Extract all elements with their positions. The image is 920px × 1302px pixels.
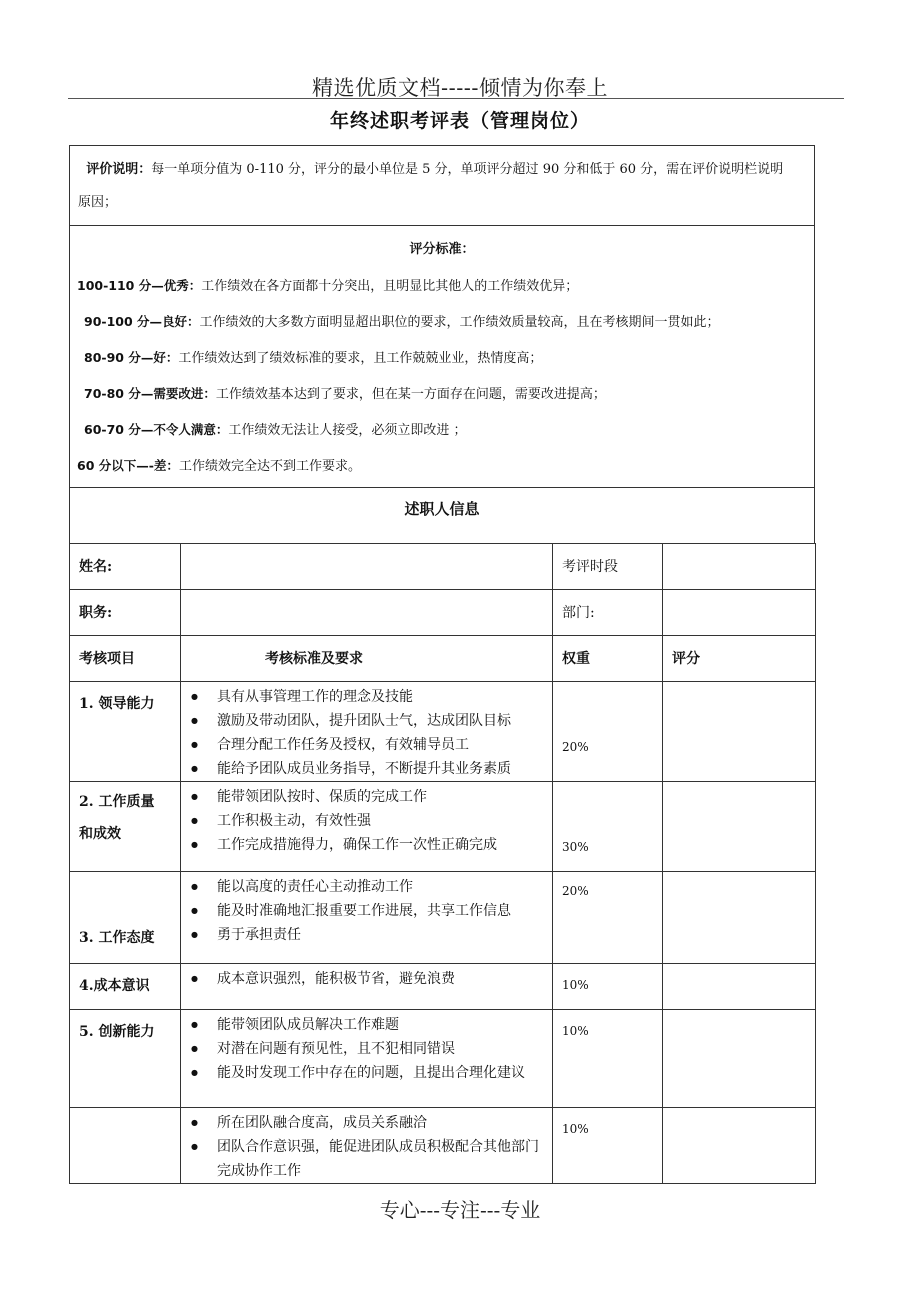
item-label: 5. 创新能力 — [70, 1010, 181, 1108]
item-requirements — [181, 872, 553, 964]
list-item: ● 所在团队融合度高，成员关系融洽 — [189, 1111, 552, 1135]
list-item: ● 合理分配工作任务及授权，有效辅导员工 — [189, 733, 552, 757]
item-weight: 20% — [553, 682, 663, 782]
item-label: 4.成本意识 — [70, 964, 181, 1010]
item-requirements — [181, 1010, 553, 1108]
evaluation-table — [69, 543, 816, 1184]
criteria-desc: 工作绩效的大多数方面明显超出职位的要求，工作绩效质量较高，且在考核期间一贯如此； — [199, 315, 720, 330]
score-field[interactable] — [663, 682, 816, 782]
item-weight: 30% — [553, 782, 663, 872]
list-item: ● 勇于承担责任 — [189, 923, 552, 947]
col-header-weight: 权重 — [553, 636, 663, 682]
list-item: ● 能以高度的责任心主动推动工作 — [189, 875, 552, 899]
criteria-grade: 100-110 分—优秀： — [77, 278, 202, 293]
list-item: ● 能及时准确地汇报重要工作进展，共享工作信息 — [189, 899, 552, 923]
list-item: ● 工作完成措施得力，确保工作一次性正确完成 — [189, 833, 552, 857]
criteria-item — [70, 376, 814, 412]
position-row — [70, 590, 816, 636]
criteria-item — [70, 448, 814, 484]
criteria-desc: 工作绩效完全达不到工作要求。 — [178, 459, 361, 474]
dept-label: 部门: — [553, 590, 663, 636]
list-item: ● 团队合作意识强，能促进团队成员积极配合其他部门完成协作工作 — [189, 1135, 552, 1183]
item-weight: 20% — [553, 872, 663, 964]
criteria-item — [70, 412, 814, 448]
item-label-line2: 和成效 — [79, 826, 121, 842]
criteria-desc: 工作绩效达到了绩效标准的要求，且工作兢兢业业，热情度高； — [178, 351, 543, 366]
list-item: ● 能带领团队按时、保质的完成工作 — [189, 785, 552, 809]
criteria-desc: 工作绩效在各方面都十分突出，且明显比其他人的工作绩效优异； — [201, 279, 579, 294]
name-field[interactable] — [181, 544, 553, 590]
item-weight: 10% — [553, 1010, 663, 1108]
position-field[interactable] — [181, 590, 553, 636]
item-weight: 10% — [553, 964, 663, 1010]
item-requirements — [181, 782, 553, 872]
table-row — [70, 682, 816, 782]
col-header-standard: 考核标准及要求 — [181, 636, 553, 682]
dept-field[interactable] — [663, 590, 816, 636]
document-title: 年终述职考评表（管理岗位） — [329, 110, 590, 132]
criteria-grade: 90-100 分—良好： — [84, 314, 200, 329]
item-requirements — [181, 1108, 553, 1184]
reporter-info-heading: 述职人信息 — [69, 487, 815, 544]
item-label — [70, 782, 181, 872]
note-label: 评价说明： — [86, 162, 152, 177]
criteria-grade: 70-80 分—需要改进： — [84, 386, 216, 401]
table-row — [70, 964, 816, 1010]
criteria-item — [70, 340, 814, 376]
note-text-line1: 每一单项分值为 0-110 分，评分的最小单位是 5 分，单项评分超过 90 分和低于 60 分，需在评价说明栏说明 — [151, 162, 784, 177]
period-field[interactable] — [663, 544, 816, 590]
criteria-grade: 60 分以下—-差： — [77, 458, 179, 473]
criteria-item — [70, 304, 814, 340]
table-row — [70, 1108, 816, 1184]
note-text-line2: 原因； — [78, 195, 118, 210]
page-header: 精选优质文档-----倾情为你奉上 — [312, 76, 608, 100]
col-header-item: 考核项目 — [70, 636, 181, 682]
period-label: 考评时段 — [553, 544, 663, 590]
list-item: ● 能给予团队成员业务指导，不断提升其业务素质 — [189, 757, 552, 781]
header-rule — [68, 98, 844, 99]
score-field[interactable] — [663, 964, 816, 1010]
list-item: ● 工作积极主动，有效性强 — [189, 809, 552, 833]
col-header-score: 评分 — [663, 636, 816, 682]
page-footer: 专心---专注---专业 — [379, 1198, 541, 1222]
item-weight: 10% — [553, 1108, 663, 1184]
list-item: ● 对潜在问题有预见性，且不犯相同错误 — [189, 1037, 552, 1061]
evaluation-note — [69, 145, 815, 226]
score-field[interactable] — [663, 782, 816, 872]
table-row — [70, 782, 816, 872]
criteria-desc: 工作绩效基本达到了要求，但在某一方面存在问题，需要改进提高； — [215, 387, 606, 402]
item-label: 1. 领导能力 — [70, 682, 181, 782]
list-item: ● 能及时发现工作中存在的问题，且提出合理化建议 — [189, 1061, 552, 1085]
criteria-grade: 80-90 分—好： — [84, 350, 179, 365]
criteria-grade: 60-70 分—不令人满意： — [84, 422, 229, 437]
item-label-line1: 2. 工作质量 — [79, 794, 155, 810]
score-field[interactable] — [663, 1010, 816, 1108]
name-row — [70, 544, 816, 590]
scoring-criteria — [69, 225, 815, 488]
list-item: ● 具有从事管理工作的理念及技能 — [189, 685, 552, 709]
item-label — [70, 1108, 181, 1184]
criteria-heading: 评分标准： — [409, 242, 475, 257]
item-label: 3. 工作态度 — [70, 872, 181, 964]
list-item: ● 能带领团队成员解决工作难题 — [189, 1013, 552, 1037]
table-header-row — [70, 636, 816, 682]
criteria-item — [70, 268, 814, 304]
table-row — [70, 872, 816, 964]
score-field[interactable] — [663, 1108, 816, 1184]
item-requirements — [181, 682, 553, 782]
table-row — [70, 1010, 816, 1108]
list-item: ● 成本意识强烈，能积极节省，避免浪费 — [189, 967, 552, 991]
score-field[interactable] — [663, 872, 816, 964]
list-item: ● 激励及带动团队，提升团队士气，达成团队目标 — [189, 709, 552, 733]
criteria-desc: 工作绩效无法让人接受，必须立即改进 ； — [228, 423, 467, 438]
position-label: 职务: — [70, 590, 181, 636]
name-label: 姓名: — [70, 544, 181, 590]
item-requirements — [181, 964, 553, 1010]
